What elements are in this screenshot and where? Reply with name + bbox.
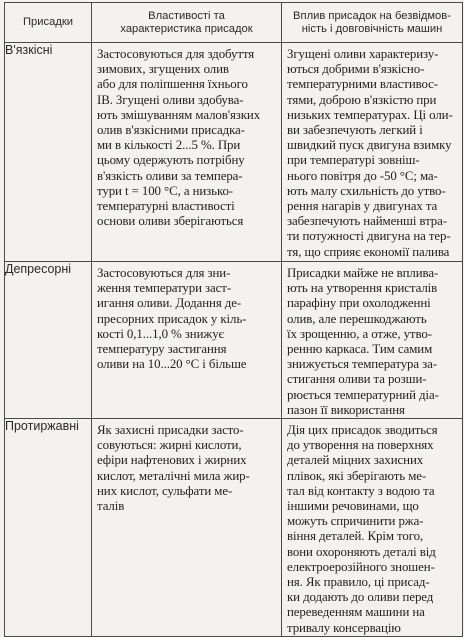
header-properties: Властивості та характеристика присадок [92,3,282,43]
additive-effect: Присадки майже не вплива- ють на утворення кристалів парафіну при охолодженні олив, але перешкоджають їх зрощенню, а отже, утво- ренню каркаса. Тим самим знижується температура за- стигання оливи та розши- рюється температурний діа- пазон її використання [287,266,439,417]
additives-table [4,2,463,637]
table-row [5,43,463,262]
additive-effect: Згущені оливи характеризу- ються добрими в'язкісно- температурними властивос- тями, доброю в'язкістю при низьких температурах. Ці оли- ви забезпечують легкий і швидкий пуск двигуна взимку при температурі зовніш- нього повітря до -50 °С; ма- ють малу схильність до утво- рення нагарів у двигунах та забезпечують найменші втра- ти потужності двигуна на тер- тя, що сприяє економії палива [287,47,453,259]
additive-description-cell [92,43,282,262]
additive-effect-cell [282,419,463,637]
table-row [5,419,463,637]
additive-description-cell [92,419,282,637]
table-row [5,262,463,419]
additive-name: В'язкісні [5,43,92,262]
additive-description: Застосовуються для зни- ження температури заст- игання оливи. Додання де- пресорних присадок у кіль- кості 0,1...1,0 % знижує температуру застигання оливи на 10...20 °С і більше [97,266,247,372]
table-header-row [5,3,463,43]
additive-effect: Дія цих присадок зводиться до утворення на поверхнях деталей міцних захисних плівок, які зберігають ме- тал від контакту з водою та іншими речовинами, що можуть спричинити ржа- віння деталей. Крім того, вони охороняють деталі від електроерозійного зношен- ня. Як правило, ці присад- ки додають до оливи перед переведенням машини на тривалу консервацію [287,423,438,635]
header-influence: Вплив присадок на безвідмов- ність і довговічність машин [282,3,463,43]
additive-name: Депресорні [5,262,92,419]
additive-effect-cell [282,262,463,419]
additive-description-cell [92,262,282,419]
additive-effect-cell [282,43,463,262]
header-additives: Присадки [5,3,92,43]
additive-description: Як захисні присадки засто- совуються: жирні кислоти, ефіри нафтенових і жирних кислот, металічні мила жир- них кислот, сульфати ме- талів [97,423,250,514]
additive-description: Застосовуються для здобуття зимових, згущених олив або для поліпшення їхнього ІВ. Згущені оливи здобува- ють змішуванням малов'язких олив в'язкісними присадка- ми в кількості 2...5 %. При цьому одержують потрібну в'язкість оливи за темпера- тури t = 100 °С, а низько- температурні властивості основи оливи зберігаються [97,47,261,229]
additive-name: Протиржавні [5,419,92,637]
